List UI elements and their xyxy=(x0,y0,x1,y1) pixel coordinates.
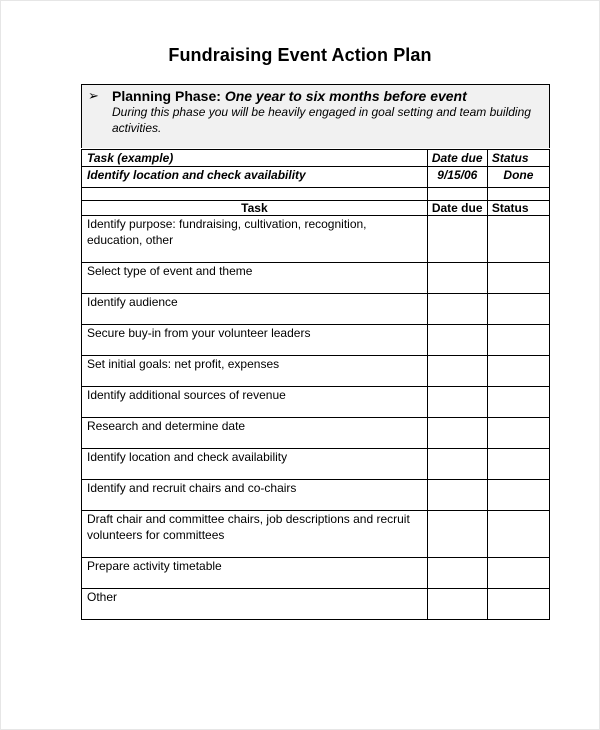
table-row xyxy=(82,263,550,294)
date-due-cell[interactable] xyxy=(427,387,487,418)
phase-separator: : xyxy=(216,88,225,104)
action-plan-table xyxy=(81,149,550,620)
example-header-row xyxy=(82,150,550,167)
example-status-cell: Done xyxy=(487,167,549,188)
example-status-header: Status xyxy=(487,150,549,167)
date-due-cell[interactable] xyxy=(427,263,487,294)
status-cell[interactable] xyxy=(487,480,549,511)
phase-section xyxy=(81,84,550,148)
arrow-bullet-icon: ➢ xyxy=(88,88,99,103)
task-cell: Identify audience xyxy=(82,294,428,325)
status-cell[interactable] xyxy=(487,387,549,418)
task-cell: Identify and recruit chairs and co-chairs xyxy=(82,480,428,511)
task-cell: Draft chair and committee chairs, job descriptions and recruit volunteers for committees xyxy=(82,511,428,558)
table-row xyxy=(82,356,550,387)
date-due-cell[interactable] xyxy=(427,589,487,620)
table-row xyxy=(82,216,550,263)
table-row xyxy=(82,480,550,511)
task-column-header: Task xyxy=(82,201,428,216)
phase-description: During this phase you will be heavily engaged in goal setting and team building activities. xyxy=(112,105,531,135)
task-cell: Prepare activity timetable xyxy=(82,558,428,589)
task-cell: Identify additional sources of revenue xyxy=(82,387,428,418)
spacer-row xyxy=(82,188,550,201)
status-cell[interactable] xyxy=(487,263,549,294)
date-due-cell[interactable] xyxy=(427,216,487,263)
task-cell: Identify location and check availability xyxy=(82,449,428,480)
status-cell[interactable] xyxy=(487,356,549,387)
status-cell[interactable] xyxy=(487,558,549,589)
status-cell[interactable] xyxy=(487,325,549,356)
spacer-cell xyxy=(82,188,428,201)
date-due-cell[interactable] xyxy=(427,325,487,356)
task-header-row xyxy=(82,201,550,216)
date-due-cell[interactable] xyxy=(427,480,487,511)
table-row xyxy=(82,511,550,558)
status-column-header: Status xyxy=(487,201,549,216)
status-cell[interactable] xyxy=(487,449,549,480)
table-row xyxy=(82,387,550,418)
example-date-header: Date due xyxy=(427,150,487,167)
date-due-cell[interactable] xyxy=(427,511,487,558)
table-row xyxy=(82,449,550,480)
date-due-cell[interactable] xyxy=(427,294,487,325)
example-task-header: Task (example) xyxy=(82,150,428,167)
status-cell[interactable] xyxy=(487,589,549,620)
date-due-cell[interactable] xyxy=(427,356,487,387)
example-task-cell: Identify location and check availability xyxy=(82,167,428,188)
date-due-column-header: Date due xyxy=(427,201,487,216)
spacer-cell xyxy=(487,188,549,201)
table-row xyxy=(82,558,550,589)
phase-subtitle: One year to six months before event xyxy=(224,88,467,104)
task-cell: Other xyxy=(82,589,428,620)
task-cell: Research and determine date xyxy=(82,418,428,449)
date-due-cell[interactable] xyxy=(427,418,487,449)
task-cell: Set initial goals: net profit, expenses xyxy=(82,356,428,387)
phase-heading xyxy=(112,88,467,104)
date-due-cell[interactable] xyxy=(427,558,487,589)
task-cell: Select type of event and theme xyxy=(82,263,428,294)
table-row xyxy=(82,325,550,356)
phase-label: Planning Phase xyxy=(112,88,217,104)
example-row xyxy=(82,167,550,188)
table-row xyxy=(82,294,550,325)
date-due-cell[interactable] xyxy=(427,449,487,480)
table-row xyxy=(82,589,550,620)
status-cell[interactable] xyxy=(487,216,549,263)
task-cell: Identify purpose: fundraising, cultivation, recognition, education, other xyxy=(82,216,428,263)
example-date-cell: 9/15/06 xyxy=(427,167,487,188)
table-row xyxy=(82,418,550,449)
status-cell[interactable] xyxy=(487,511,549,558)
status-cell[interactable] xyxy=(487,418,549,449)
spacer-cell xyxy=(427,188,487,201)
task-cell: Secure buy-in from your volunteer leaders xyxy=(82,325,428,356)
document-title: Fundraising Event Action Plan xyxy=(168,45,432,65)
status-cell[interactable] xyxy=(487,294,549,325)
